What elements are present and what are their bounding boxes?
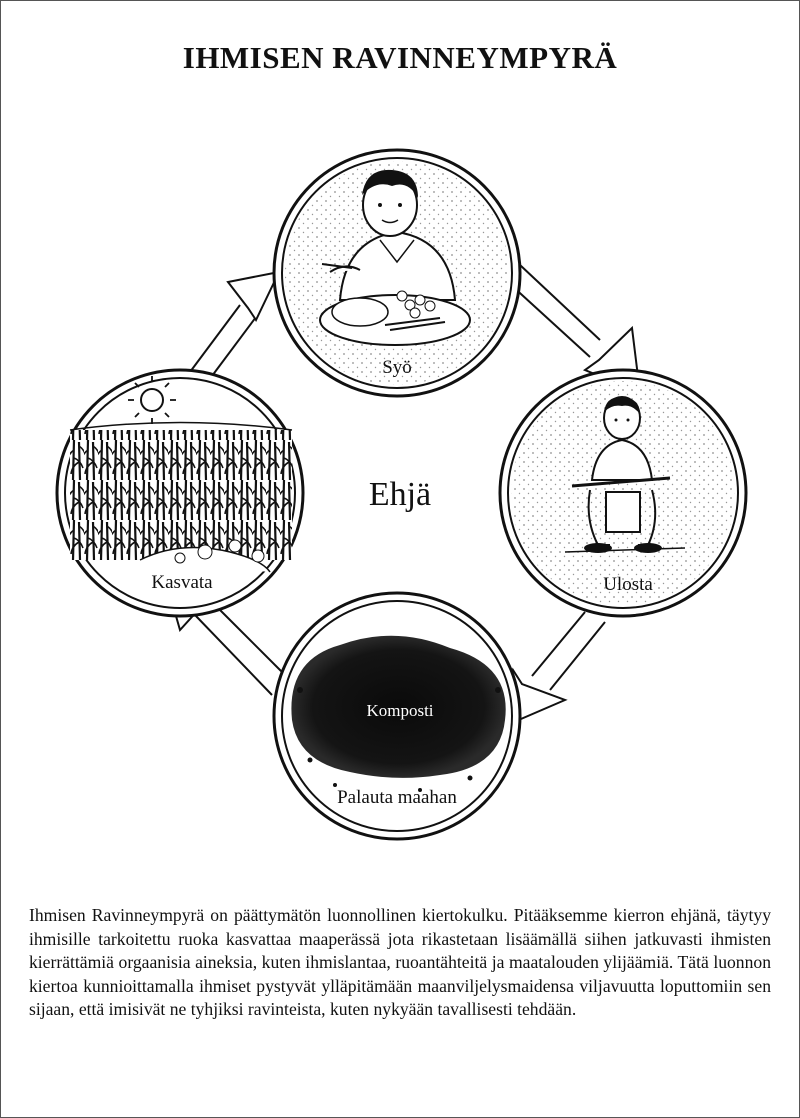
cycle-center-label: Ehjä [368,476,432,513]
stage-return [274,593,520,839]
description-paragraph: Ihmisen Ravinneympyrä on päättymätön luonnollinen kiertokulku. Pitääksemme kierron ehjänä, täytyy ihmisille tarkoitettu ruoka kasvattaa maaperässä jota rikastetaan lisäämällä siihen jatkuvasti ihmisten kierrättämiä orgaanisia aineksia, kuten ihmislantaa, ruoantähteitä ja maatalouden ylijäämiä. Tätä luonnon kiertoa kunnioittamalla ihmiset pystyvät ylläpitämään maanviljelysmaidensa viljavuutta loputtomiin sen sijaan, että imisivät ne tyhjiksi ravinteista, kuten nykyään tavallisesti tehdään. [29,905,771,1020]
crop-field-illustration [70,423,292,573]
stage-label-eat: Syö [382,357,412,378]
page-title: IHMISEN RAVINNEYMPYRÄ [182,40,618,75]
person-eating-illustration [285,161,509,385]
stage-excrete [500,370,746,616]
stage-grow [57,370,303,616]
person-squatting-illustration [511,381,735,605]
stage-label-excrete: Ulosta [603,574,653,595]
compost-label: Komposti [366,701,434,720]
arrow-grow-to-eat [190,272,279,380]
stage-eat [274,150,520,396]
stage-label-return: Palauta maahan [337,787,457,808]
stage-label-grow: Kasvata [151,572,213,593]
